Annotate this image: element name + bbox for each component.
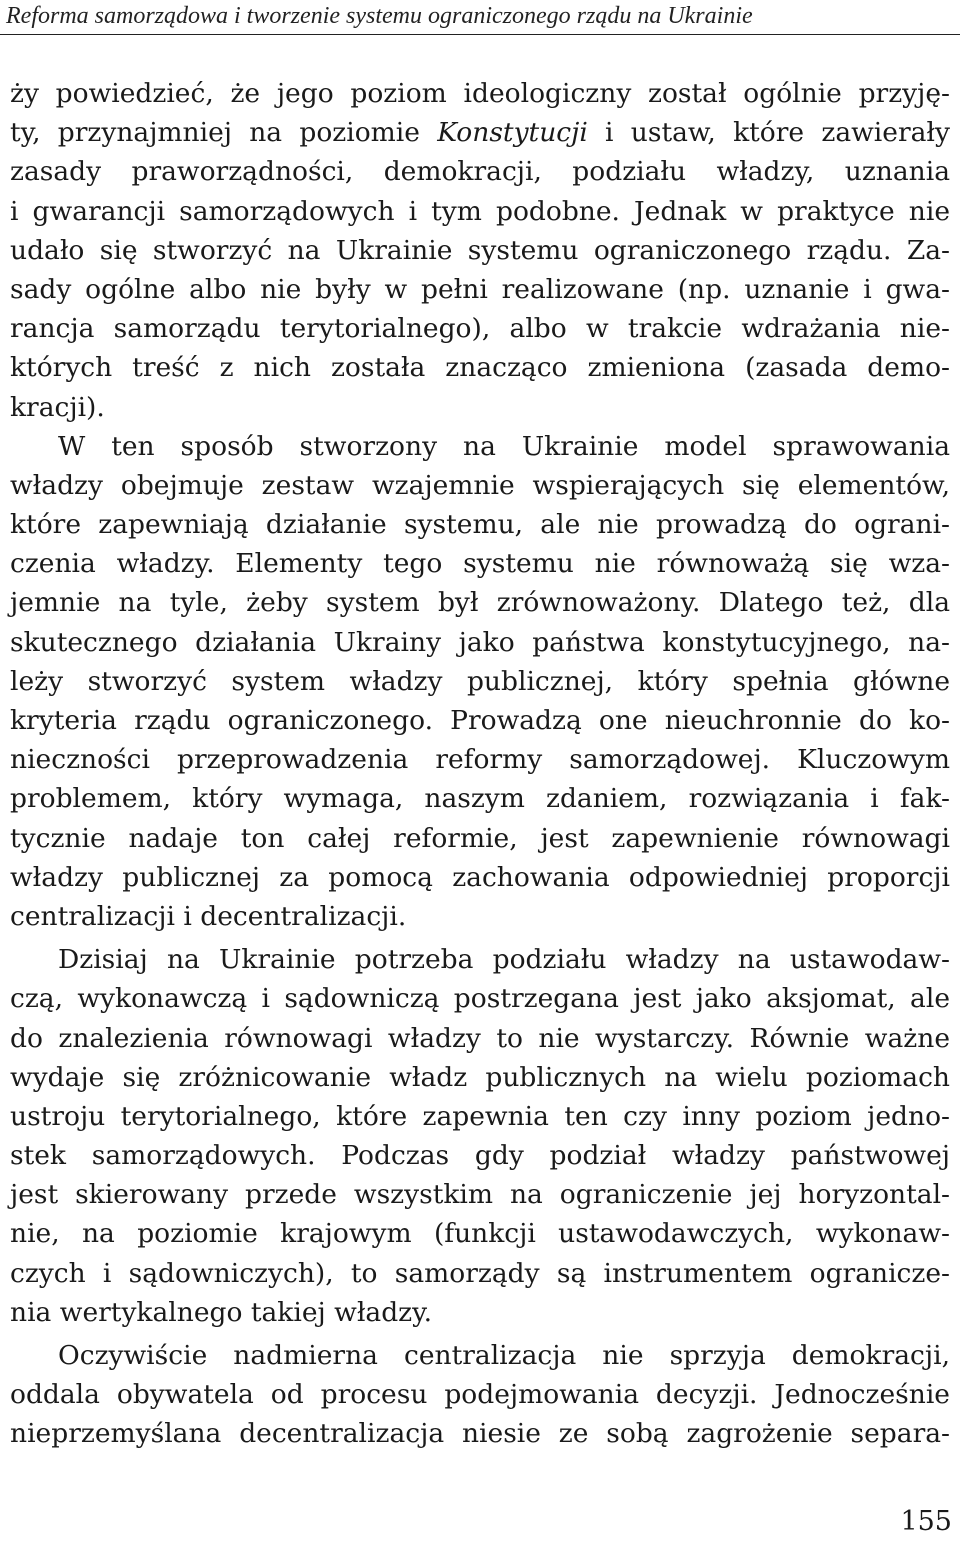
italic-term: Konstytucji bbox=[437, 117, 588, 149]
text-line: oddala obywatela od procesu podejmowania decyzji. Jednocześnie bbox=[10, 1379, 950, 1411]
text-line: ży powiedzieć, że jego poziom ideologiczny został ogólnie przyję- bbox=[10, 78, 950, 109]
text-line: władzy publicznej za pomocą zachowania odpowiedniej proporcji bbox=[10, 861, 950, 893]
text-line: ustroju terytorialnego, które zapewnia ten czy inny poziom jedno- bbox=[10, 1100, 950, 1132]
text-line: problemem, który wymaga, naszym zdaniem, rozwiązania i fak- bbox=[10, 783, 950, 815]
text-line: których treść z nich została znacząco zmieniona (zasada demo- bbox=[10, 352, 950, 384]
text-line: które zapewniają działanie systemu, ale nie prowadzą do ograni- bbox=[10, 509, 950, 541]
page-number: 155 bbox=[900, 1506, 952, 1537]
text-line: jest skierowany przede wszystkim na ograniczenie jej horyzontal- bbox=[10, 1179, 950, 1211]
text-line: udało się stworzyć na Ukrainie systemu ograniczonego rządu. Za- bbox=[10, 234, 950, 266]
text-line: stek samorządowych. Podczas gdy podział władzy państwowej bbox=[10, 1140, 950, 1172]
text-line: skutecznego działania Ukrainy jako państwa konstytucyjnego, na- bbox=[10, 626, 950, 658]
text-line: czą, wykonawczą i sądowniczą postrzegana jest jako aksjomat, ale bbox=[10, 983, 950, 1015]
text-line: nie, na poziomie krajowym (funkcji ustawodawczych, wykonaw- bbox=[10, 1218, 950, 1250]
paragraph bbox=[10, 74, 950, 427]
text-line: władzy obejmuje zestaw wzajemnie wspierających się elementów, bbox=[10, 469, 950, 501]
text-line: kryteria rządu ograniczonego. Prowadzą one nieuchronnie do ko- bbox=[10, 705, 950, 736]
text-line: sady ogólne albo nie były w pełni realizowane (np. uznanie i gwa- bbox=[10, 273, 950, 305]
text-line: leży stworzyć system władzy publicznej, który spełnia główne bbox=[10, 665, 950, 697]
text-line: wydaje się zróżnicowanie władz publicznych na wielu poziomach bbox=[10, 1061, 950, 1093]
header-rule bbox=[0, 34, 960, 35]
text-line: Oczywiście nadmierna centralizacja nie sprzyja demokracji, bbox=[58, 1340, 950, 1371]
text-line: nia wertykalnego takiej władzy. bbox=[10, 1296, 433, 1328]
text-line: i gwarancji samorządowych i tym podobne. Jednak w praktyce nie bbox=[10, 195, 950, 227]
text-line: nieprzemyślana decentralizacja niesie ze sobą zagrożenie separa- bbox=[10, 1418, 950, 1450]
text-line: nieczności przeprowadzenia reformy samorządowej. Kluczowym bbox=[10, 744, 950, 776]
text-line: centralizacji i decentralizacji. bbox=[10, 900, 407, 932]
text-line: zasady praworządności, demokracji, podziału władzy, uznania bbox=[10, 156, 950, 188]
text-line: do znalezienia równowagi władzy to nie wystarczy. Równie ważne bbox=[10, 1022, 950, 1054]
text-line: kracji). bbox=[10, 391, 105, 423]
text-line: czenia władzy. Elementy tego systemu nie równoważą się wza- bbox=[10, 548, 950, 580]
text-line: rancja samorządu terytorialnego), albo w trakcie wdrażania nie- bbox=[10, 313, 950, 345]
body-text bbox=[10, 74, 950, 1454]
paragraph bbox=[10, 1336, 950, 1454]
running-header: Reforma samorządowa i tworzenie systemu ograniczonego rządu na Ukrainie bbox=[6, 3, 753, 29]
paragraph bbox=[10, 940, 950, 1332]
text-line: czych i sądowniczych), to samorządy są instrumentem ogranicze- bbox=[10, 1257, 950, 1289]
text-line: tycznie nadaje ton całej reformie, jest zapewnienie równowagi bbox=[10, 822, 950, 854]
paragraph bbox=[10, 427, 950, 936]
text-line: ty, przynajmniej na poziomie Konstytucji i ustaw, które zawierały bbox=[10, 117, 950, 149]
text-line: jemnie na tyle, żeby system był zrównoważony. Dlatego też, dla bbox=[10, 587, 950, 619]
text-line: Dzisiaj na Ukrainie potrzeba podziału władzy na ustawodaw- bbox=[58, 944, 950, 976]
text-line: W ten sposób stworzony na Ukrainie model sprawowania bbox=[58, 430, 950, 462]
